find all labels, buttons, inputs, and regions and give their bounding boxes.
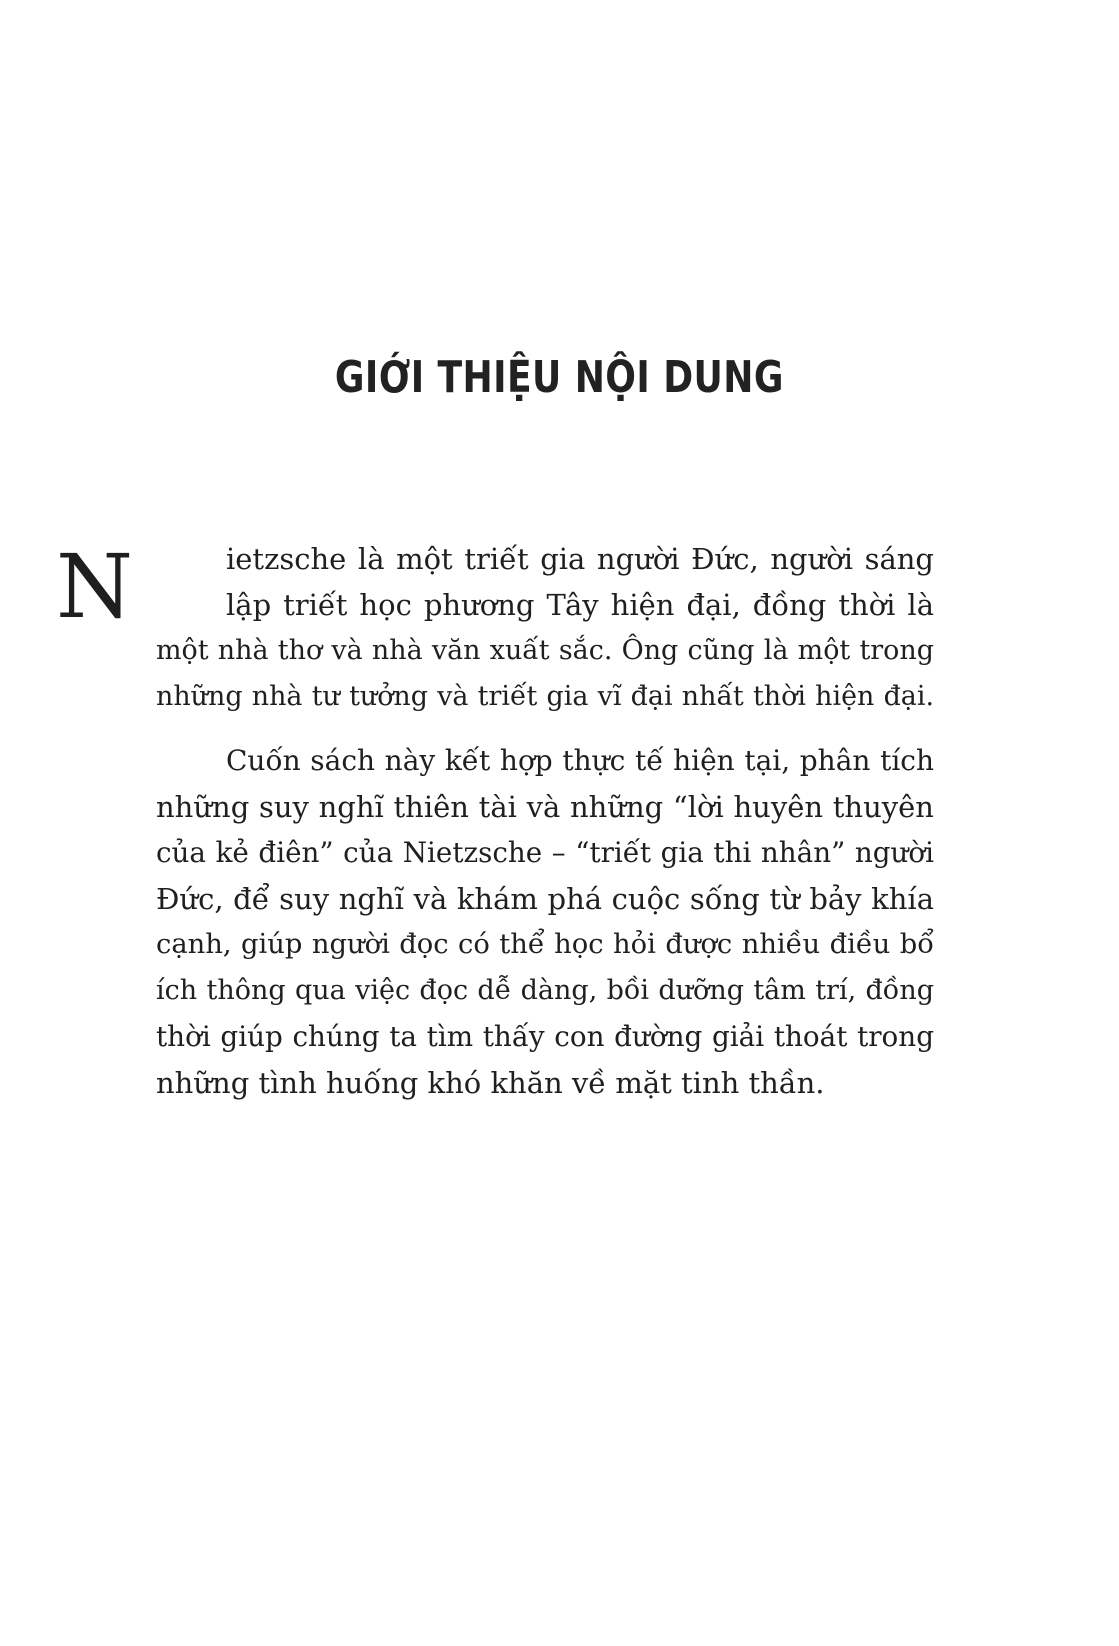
page-title: GIỚI THIỆU NỘI DUNG — [334, 352, 784, 403]
text-line: của kẻ điên” của Nietzsche – “triết gia thi nhân” người — [156, 836, 934, 869]
body-text — [156, 536, 934, 1106]
text-line: ích thông qua việc đọc dễ dàng, bồi dưỡng tâm trí, đồng — [156, 975, 934, 1006]
text-line: cạnh, giúp người đọc có thể học hỏi được nhiều điều bổ — [156, 929, 934, 960]
paragraph-2 — [156, 738, 934, 1106]
text-line: những nhà tư tưởng và triết gia vĩ đại nhất thời hiện đại. — [156, 681, 934, 712]
text-line: Cuốn sách này kết hợp thực tế hiện tại, phân tích — [226, 744, 934, 777]
drop-cap: N — [56, 535, 133, 638]
paragraph-1 — [156, 536, 934, 720]
text-line: những tình huống khó khăn về mặt tinh thần. — [156, 1066, 825, 1100]
text-line: lập triết học phương Tây hiện đại, đồng thời là — [226, 588, 934, 622]
text-line: những suy nghĩ thiên tài và những “lời huyên thuyên — [156, 790, 934, 824]
text-line: thời giúp chúng ta tìm thấy con đường giải thoát trong — [156, 1020, 934, 1053]
text-line: ietzsche là một triết gia người Đức, người sáng — [226, 542, 934, 576]
text-line: Đức, để suy nghĩ và khám phá cuộc sống từ bảy khía — [156, 882, 934, 916]
text-line: một nhà thơ và nhà văn xuất sắc. Ông cũng là một trong — [156, 635, 934, 666]
